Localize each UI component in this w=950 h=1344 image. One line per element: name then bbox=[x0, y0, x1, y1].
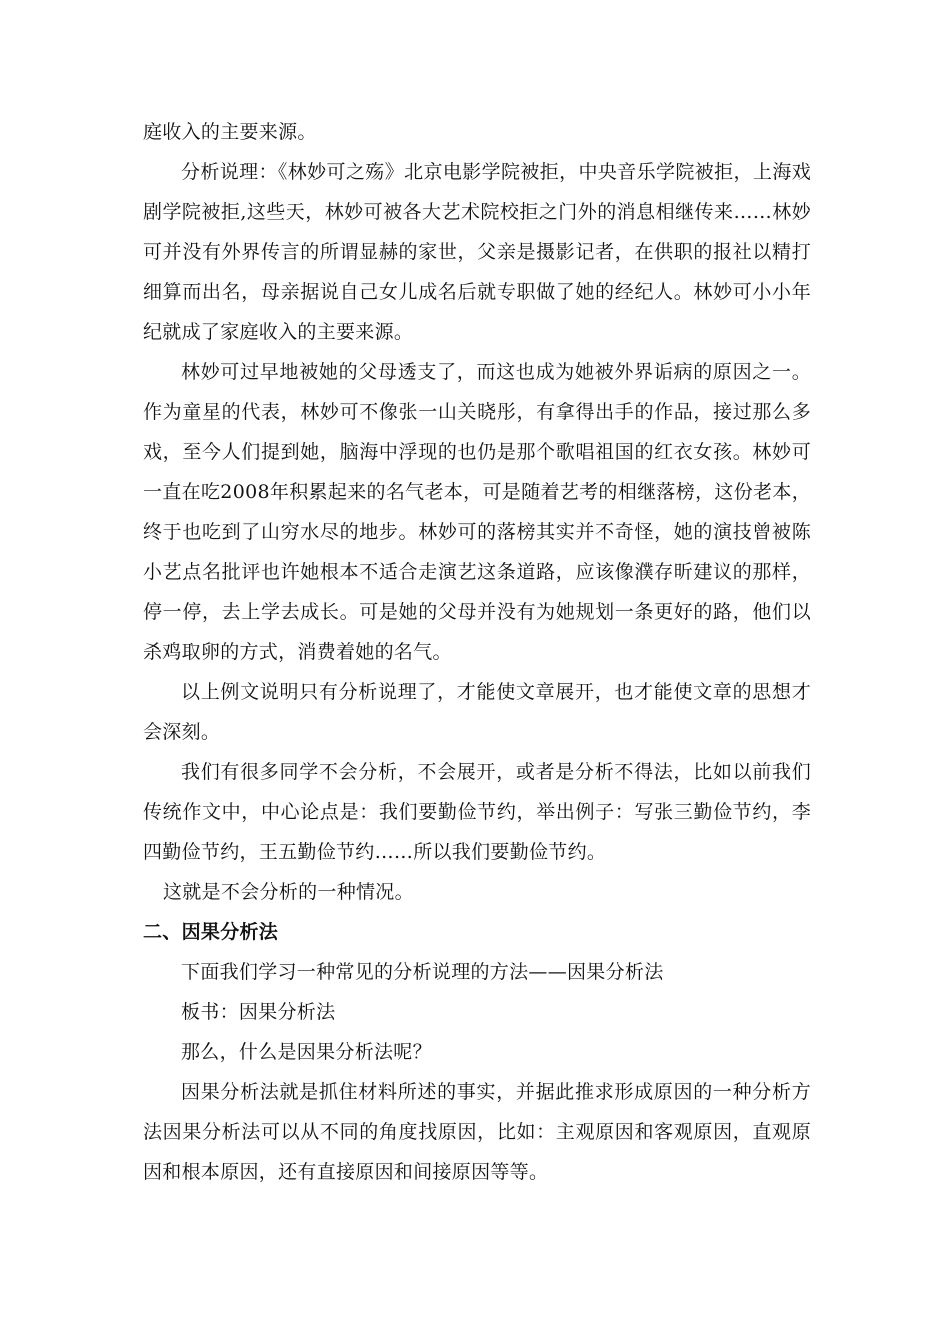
paragraph-definition: 因果分析法就是抓住材料所述的事实，并据此推求形成原因的一种分析方法因果分析法可以从不同的角度找原因，比如：主观原因和客观原因，直观原因和根本原因，还有直接原因和间接原因等等。 bbox=[143, 1081, 811, 1183]
paragraph-continuation: 庭收入的主要来源。 bbox=[143, 121, 317, 143]
paragraph-question: 那么，什么是因果分析法呢？ bbox=[181, 1041, 432, 1063]
paragraph-common-mistake: 我们有很多同学不会分析，不会展开，或者是分析不得法，比如以前我们传统作文中，中心论点是：我们要勤俭节约，举出例子：写张三勤俭节约，李四勤俭节约，王五勤俭节约……所以我们要勤俭节约。 bbox=[143, 761, 811, 863]
section-heading: 二、因果分析法 bbox=[143, 921, 279, 943]
paragraph-conclusion: 以上例文说明只有分析说理了，才能使文章展开，也才能使文章的思想才会深刻。 bbox=[143, 681, 811, 743]
paragraph-analysis-example: 分析说理：《林妙可之殇》北京电影学院被拒，中央音乐学院被拒，上海戏剧学院被拒,这些天，林妙可被各大艺术院校拒之门外的消息相继传来……林妙可并没有外界传言的所谓显赫的家世，父亲是摄影记者，在供职的报社以精打细算而出名，母亲据说自己女儿成名后就专职做了她的经纪人。林妙可小小年纪就成了家庭收入的主要来源。 bbox=[143, 161, 811, 343]
paragraph-commentary: 林妙可过早地被她的父母透支了，而这也成为她被外界诟病的原因之一。作为童星的代表，林妙可不像张一山关晓彤，有拿得出手的作品，接过那么多戏，至今人们提到她，脑海中浮现的也仍是那个歌唱祖国的红衣女孩。林妙可一直在吃2008年积累起来的名气老本，可是随着艺考的相继落榜，这份老本，终于也吃到了山穷水尽的地步。林妙可的落榜其实并不奇怪，她的演技曾被陈小艺点名批评也许她根本不适合走演艺这条道路，应该像濮存昕建议的那样，停一停，去上学去成长。可是她的父母并没有为她规划一条更好的路，他们以杀鸡取卵的方式，消费着她的名气。 bbox=[143, 361, 811, 663]
paragraph-board-note: 板书：因果分析法 bbox=[181, 1001, 336, 1023]
document-body bbox=[143, 112, 811, 1192]
paragraph-intro-method: 下面我们学习一种常见的分析说理的方法——因果分析法 bbox=[181, 961, 664, 983]
paragraph-mistake-summary: 这就是不会分析的一种情况。 bbox=[163, 881, 414, 903]
